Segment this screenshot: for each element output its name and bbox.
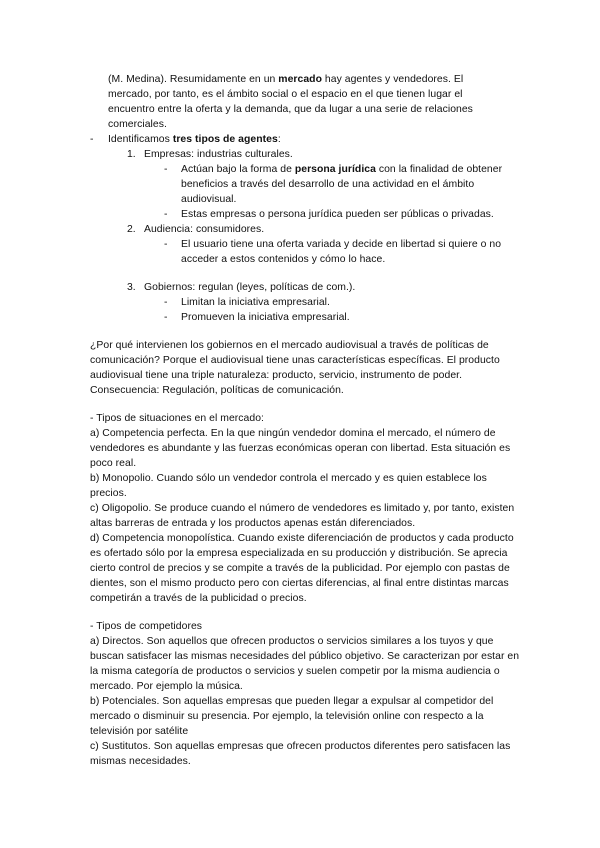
competitor-c-line1: c) Sustitutos. Son aquellas empresas que ofrecen productos diferentes pero satisfacen las — [90, 741, 511, 752]
competitor-a-line2: buscan satisfacer las mismas necesidades del público objetivo. Se caracterizan por estar en — [90, 651, 520, 662]
empresas-text: con la finalidad de obtener — [375, 164, 503, 175]
intro-line-1 — [108, 72, 463, 87]
competitor-a-line4: mercado. Por ejemplo la música. — [90, 681, 243, 692]
competitor-b-line1: b) Potenciales. Son aquellas empresas que pueden llegar a expulsar al competidor del — [90, 696, 494, 707]
intro-line-2: mercado, por tanto, es el ámbito social o el espacio en el que tienen lugar el — [108, 89, 463, 100]
situation-a-line1: a) Competencia perfecta. En la que ningún vendedor domina el mercado, el número de — [90, 428, 496, 439]
competitor-a-line1: a) Directos. Son aquellos que ofrecen productos o servicios similares a los tuyos y que — [90, 636, 494, 647]
empresas-sub1-line3: audiovisual. — [181, 194, 237, 205]
gobiernos-sub2: Promueven la iniciativa empresarial. — [181, 312, 350, 323]
empresas-bold: persona jurídica — [294, 164, 376, 175]
agents-colon: : — [277, 134, 281, 145]
list-number: 3. — [127, 282, 136, 293]
situation-d-line5: competirán a través de la publicidad o precios. — [90, 593, 307, 604]
situation-b-line1: b) Monopolio. Cuando sólo un vendedor controla el mercado y es quien establece los — [90, 473, 487, 484]
agent-empresas-title: Empresas: industrias culturales. — [144, 149, 293, 160]
why-line-2: comunicación? Porque el audiovisual tiene unas características específicas. El producto — [90, 355, 500, 366]
competitor-c-line2: mismas necesidades. — [90, 756, 191, 767]
intro-line-4: comerciales. — [108, 119, 167, 130]
intro-text: (M. Medina). Resumidamente en un — [108, 74, 279, 85]
intro-line-3: encuentro entre la oferta y la demanda, que da lugar a una serie de relaciones — [108, 104, 473, 115]
empresas-text: Actúan bajo la forma de — [181, 164, 295, 175]
situation-d-line3: cierto control de precios y se compite a través de la publicidad. Por ejemplo con pastas de — [90, 563, 510, 574]
list-number: 2. — [127, 224, 136, 235]
sub-bullet-dash: - — [164, 164, 168, 175]
empresas-sub1-line2: beneficios a través del desarrollo de una actividad en el ámbito — [181, 179, 475, 190]
intro-text: hay agentes y vendedores. El — [321, 74, 464, 85]
situation-d-line4: dientes, son el mismo producto pero con ciertas diferencias, al final entre distintas marcas — [90, 578, 509, 589]
list-number: 1. — [127, 149, 136, 160]
competitor-b-line3: televisión por satélite — [90, 726, 189, 737]
situation-c-line1: c) Oligopolio. Se produce cuando el número de vendedores es limitado y, por tanto, existen — [90, 503, 515, 514]
sub-bullet-dash: - — [164, 297, 168, 308]
audiencia-sub1-line2: acceder a estos contenidos y cómo lo hace. — [181, 254, 386, 265]
situation-a-line3: poco real. — [90, 458, 137, 469]
intro-bold-mercado: mercado — [278, 74, 322, 85]
agents-text: Identificamos — [108, 134, 173, 145]
competitors-heading: - Tipos de competidores — [90, 621, 203, 632]
bullet-dash: - — [90, 134, 94, 145]
why-line-4: Consecuencia: Regulación, políticas de comunicación. — [90, 385, 344, 396]
audiencia-sub1-line1: El usuario tiene una oferta variada y decide en libertad si quiere o no — [181, 239, 502, 250]
sub-bullet-dash: - — [164, 239, 168, 250]
competitor-b-line2: mercado o disminuir su presencia. Por ejemplo, la televisión online con respecto a la — [90, 711, 484, 722]
agents-bold: tres tipos de agentes — [172, 134, 278, 145]
agent-gobiernos-title: Gobiernos: regulan (leyes, políticas de com.). — [144, 282, 356, 293]
why-line-3: audiovisual tiene una triple naturaleza: producto, servicio, instrumento de poder. — [90, 370, 463, 381]
competitor-a-line3: la misma categoría de productos o servicios y suelen competir por la misma audiencia o — [90, 666, 500, 677]
empresas-sub2: Estas empresas o persona jurídica pueden ser públicas o privadas. — [181, 209, 494, 220]
sub-bullet-dash: - — [164, 312, 168, 323]
situation-c-line2: altas barreras de entrada y los productos apenas están diferenciados. — [90, 518, 416, 529]
situation-a-line2: vendedores es abundante y las fuerzas económicas operan con libertad. Esta situación es — [90, 443, 511, 454]
situation-d-line2: es ofertado sólo por la empresa especializada en su producción y distribución. Se aprecia — [90, 548, 508, 559]
situations-heading: - Tipos de situaciones en el mercado: — [90, 413, 264, 424]
sub-bullet-dash: - — [164, 209, 168, 220]
situation-d-line1: d) Competencia monopolística. Cuando existe diferenciación de productos y cada producto — [90, 533, 514, 544]
situation-b-line2: precios. — [90, 488, 127, 499]
gobiernos-sub1: Limitan la iniciativa empresarial. — [181, 297, 330, 308]
empresas-sub1-line1 — [181, 162, 502, 177]
why-line-1: ¿Por qué intervienen los gobiernos en el mercado audiovisual a través de políticas de — [90, 340, 489, 351]
agent-audiencia-title: Audiencia: consumidores. — [144, 224, 265, 235]
agents-heading — [108, 132, 281, 147]
